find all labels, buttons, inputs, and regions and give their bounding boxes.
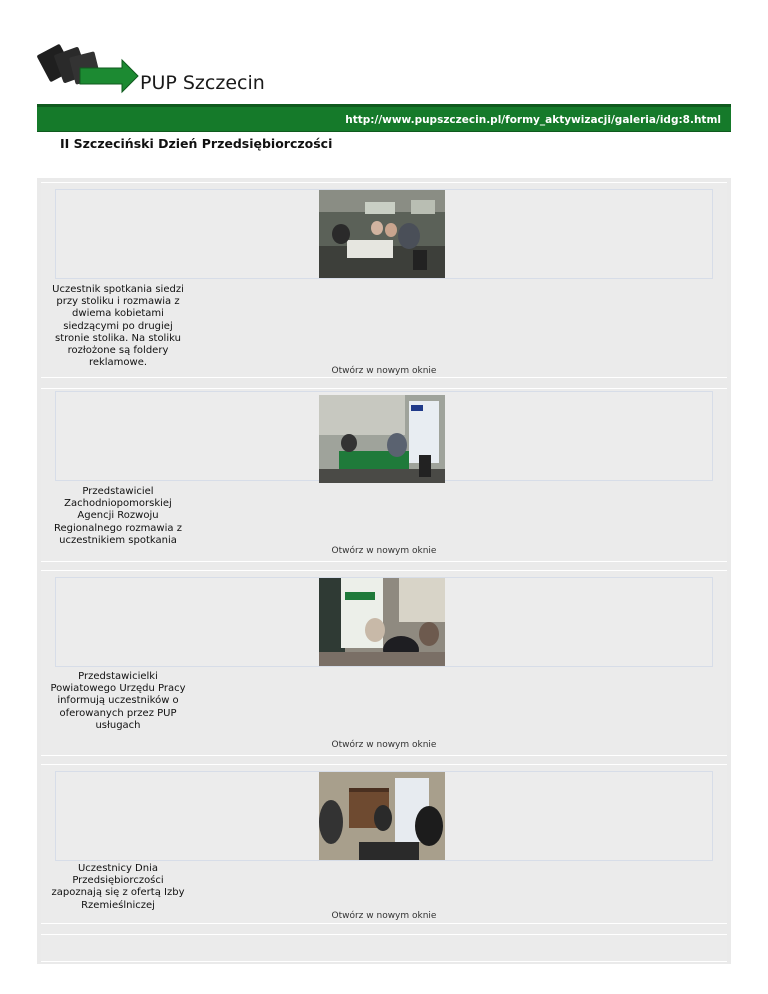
gallery-item	[41, 570, 727, 756]
gallery-caption: Przedstawiciel Zachodniopomorskiej Agencji Rozwoju Regionalnego rozmawia z uczestnikiem spotkania	[54, 486, 182, 546]
gallery-caption: Uczestnik spotkania siedzi przy stoliku i rozmawia z dwiema kobietami siedzącymi po drugiej stronie stolika. Na stoliku rozłożone są foldery reklamowe.	[52, 284, 184, 369]
site-title: PUP Szczecin	[140, 72, 265, 94]
gallery-item	[41, 934, 727, 962]
gallery-item	[41, 388, 727, 562]
gallery-photo[interactable]	[319, 772, 445, 860]
gallery-caption: Uczestnicy Dnia Przedsiębiorczości zapoznają się z ofertą Izby Rzemieślniczej	[51, 863, 185, 911]
gallery	[37, 178, 731, 964]
gallery-photo[interactable]	[319, 578, 445, 666]
open-in-new-window-link[interactable]: Otwórz w nowym oknie	[331, 740, 437, 750]
gallery-item	[41, 182, 727, 378]
page-url[interactable]: http://www.pupszczecin.pl/formy_aktywizacji/galeria/idg:8.html	[345, 114, 721, 126]
gallery-photo[interactable]	[319, 190, 445, 278]
gallery-caption: Przedstawicielki Powiatowego Urzędu Pracy informują uczestników o oferowanych przez PUP usługach	[50, 671, 186, 731]
gallery-photo[interactable]	[319, 395, 445, 483]
page-title: II Szczeciński Dzień Przedsiębiorczości	[60, 136, 333, 151]
open-in-new-window-link[interactable]: Otwórz w nowym oknie	[331, 911, 437, 921]
open-in-new-window-link[interactable]: Otwórz w nowym oknie	[331, 366, 437, 376]
open-in-new-window-link[interactable]: Otwórz w nowym oknie	[331, 546, 437, 556]
header-bar	[37, 104, 731, 132]
gallery-item	[41, 764, 727, 924]
pup-logo	[36, 40, 146, 100]
